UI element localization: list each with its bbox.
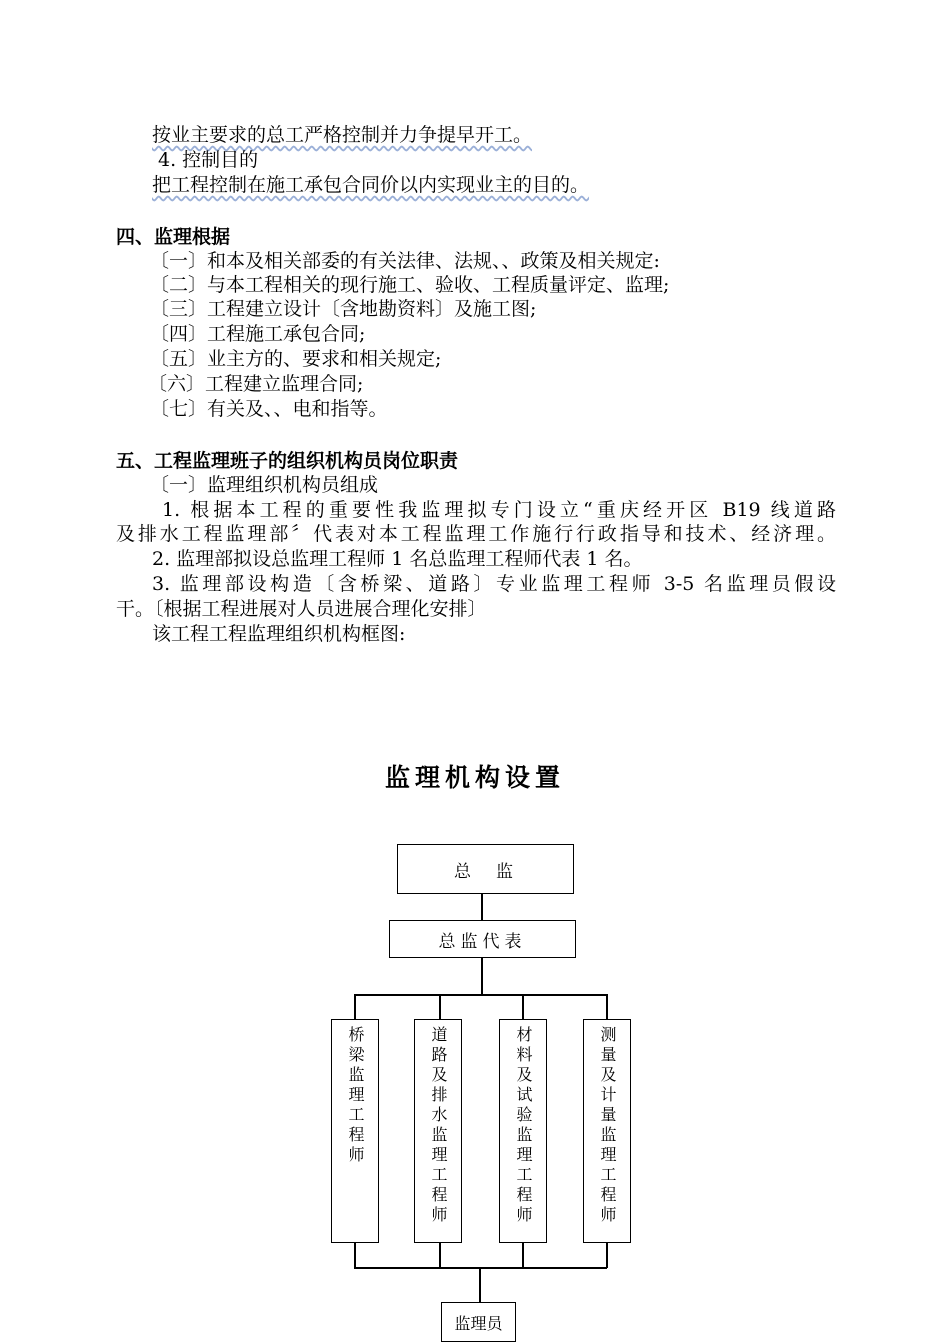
paragraph-start-control: 按业主要求的总工严格控制并力争提早开工。 — [152, 124, 533, 146]
deputy-supervisor-label: 总监代表 — [438, 931, 527, 952]
connector-rise-2 — [439, 1243, 441, 1268]
connector-drop-3 — [522, 994, 524, 1019]
paragraph-control-purpose-heading: 4. 控制目的 — [158, 149, 259, 171]
section-4-heading: 四、监理根据 — [116, 226, 231, 248]
deputy-supervisor-box — [389, 920, 576, 958]
engineer-box-bridge — [331, 1019, 379, 1243]
connector-rise-1 — [354, 1243, 356, 1268]
basis-item-1: 〔一〕和本及相关部委的有关法律、法规、、政策及相关规定: — [150, 250, 660, 272]
inspector-label: 监理员 — [454, 1313, 503, 1333]
paragraph-control-purpose: 把工程控制在施工承包合同价以内实现业主的目的。 — [152, 174, 590, 196]
connector-drop-4 — [606, 994, 608, 1019]
connector-rise-4 — [606, 1243, 608, 1268]
inspector-box — [441, 1302, 516, 1342]
connector-bus-to-inspector — [479, 1267, 481, 1303]
chief-supervisor-box — [397, 844, 574, 894]
basis-item-3: 〔三〕工程建立设计〔含地勘资料〕及施工图; — [150, 298, 537, 320]
engineer-box-road-drainage — [414, 1019, 462, 1243]
connector-drop-2 — [439, 994, 441, 1019]
basis-item-5: 〔五〕业主方的、要求和相关规定; — [150, 348, 442, 370]
chief-supervisor-label: 总 监 — [454, 861, 517, 882]
basis-item-2: 〔二〕与本工程相关的现行施工、验收、工程质量评定、监理; — [150, 274, 670, 296]
basis-item-4: 〔四〕工程施工承包合同; — [150, 323, 366, 345]
connector-rise-3 — [522, 1243, 524, 1268]
engineer-label-road-drainage: 道路及排水监理工程师 — [429, 1026, 448, 1226]
engineer-box-survey-measurement — [583, 1019, 631, 1243]
connector-bottom-bus — [354, 1267, 607, 1269]
connector-drop-1 — [354, 994, 356, 1019]
org-composition-subheading: 〔一〕监理组织机构员组成 — [150, 474, 379, 496]
basis-item-6: 〔六〕工程建立监理合同; — [148, 373, 364, 395]
connector-deputy-down — [481, 958, 483, 995]
org-item-3-line-2: 干。〔根据工程进展对人员进展合理化安排〕 — [116, 598, 487, 620]
connector-chief-to-deputy — [481, 894, 483, 920]
org-item-2: 2. 监理部拟设总监理工程师 1 名总监理工程师代表 1 名。 — [152, 548, 643, 570]
connector-top-bus — [354, 994, 607, 996]
engineer-label-bridge: 桥梁监理工程师 — [346, 1026, 365, 1166]
engineer-label-materials-testing: 材料及试验监理工程师 — [514, 1026, 533, 1226]
engineer-label-survey-measurement: 测量及计量监理工程师 — [598, 1026, 617, 1226]
org-item-1-line-1: 1. 根据本工程的重要性我监理拟专门设立“重庆经开区 B19 线道路 — [162, 499, 836, 521]
section-5-heading: 五、工程监理班子的组织机构员岗位职责 — [116, 450, 459, 472]
org-item-3-line-1: 3. 监理部设构造〔含桥梁、道路〕专业监理工程师 3-5 名监理员假设 — [152, 573, 836, 595]
basis-item-7: 〔七〕有关及、、电和指等。 — [150, 398, 388, 420]
org-chart-intro: 该工程工程监理组织机构框图: — [152, 623, 406, 645]
org-item-1-line-2: 及排水工程监理部〞代表对本工程监理工作施行行政指导和技术、经济理。 — [116, 523, 836, 545]
org-chart-title: 监理机构设置 — [384, 763, 565, 792]
engineer-box-materials-testing — [499, 1019, 547, 1243]
